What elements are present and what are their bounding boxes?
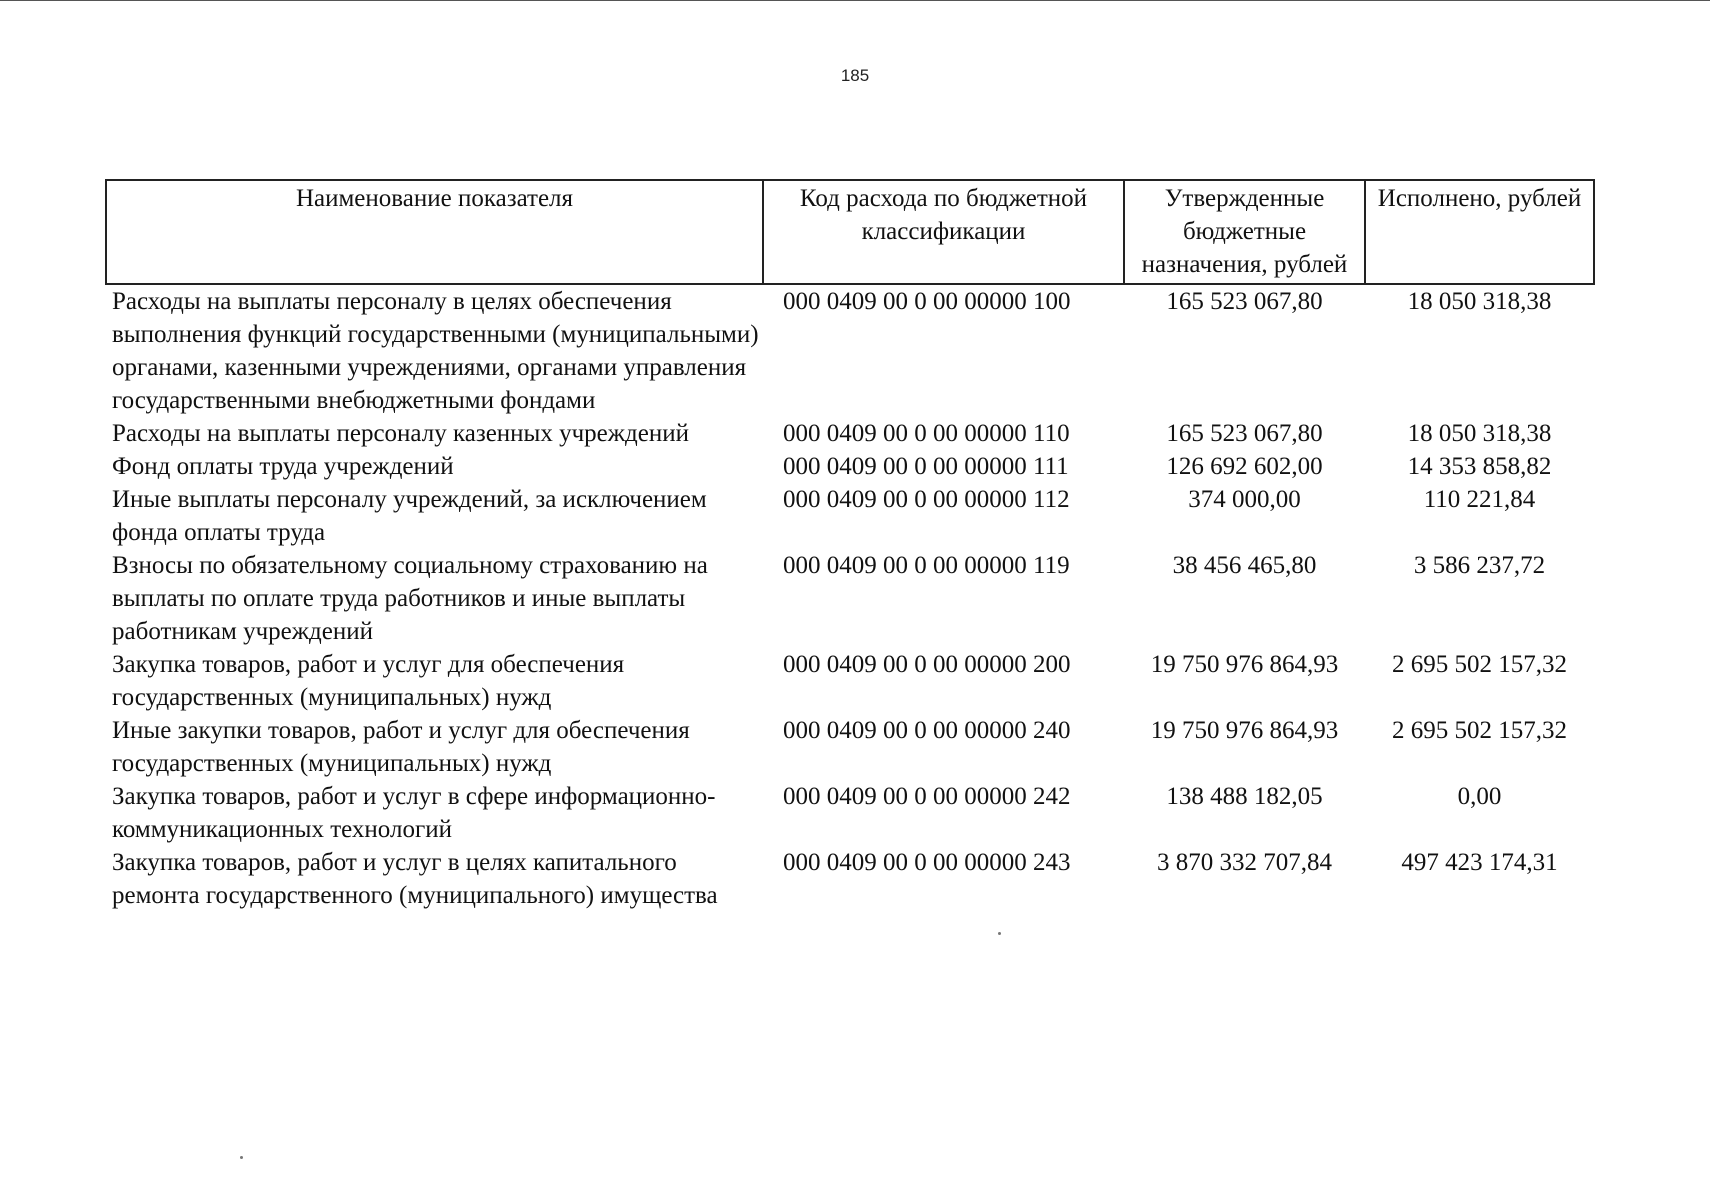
row-name: Закупка товаров, работ и услуг в целях капитального ремонта государственного (муниципального) имущества xyxy=(112,849,718,909)
budget-execution-table xyxy=(105,179,1595,912)
row-name: Фонд оплаты труда учреждений xyxy=(112,453,454,480)
row-name: Расходы на выплаты персоналу в целях обеспечения выполнения функций государственными (муниципальными) органами, казенными учреждениями, органами управления государственными внебюджетными фондами xyxy=(112,288,759,414)
table-body xyxy=(106,284,1594,912)
row-name: Расходы на выплаты персоналу казенных учреждений xyxy=(112,420,689,447)
table-row xyxy=(106,417,1594,450)
row-approved: 19 750 976 864,93 xyxy=(1150,717,1339,744)
table-row xyxy=(106,648,1594,714)
row-name: Иные закупки товаров, работ и услуг для обеспечения государственных (муниципальных) нужд xyxy=(112,717,690,777)
row-code: 000 0409 00 0 00 00000 243 xyxy=(783,849,1071,876)
header-row xyxy=(106,180,1594,284)
row-executed: 3 586 237,72 xyxy=(1413,552,1546,579)
row-executed: 18 050 318,38 xyxy=(1407,288,1552,315)
row-approved: 126 692 602,00 xyxy=(1166,453,1323,480)
table-row xyxy=(106,780,1594,846)
header-indicator-name: Наименование показателя xyxy=(106,180,763,284)
page-number: 185 xyxy=(840,66,870,85)
row-code: 000 0409 00 0 00 00000 242 xyxy=(783,783,1071,810)
table-row xyxy=(106,450,1594,483)
row-code: 000 0409 00 0 00 00000 200 xyxy=(783,651,1071,678)
table-row xyxy=(106,284,1594,417)
row-executed: 110 221,84 xyxy=(1423,486,1536,513)
table-row xyxy=(106,846,1594,912)
row-approved: 374 000,00 xyxy=(1188,486,1301,513)
row-name: Иные выплаты персоналу учреждений, за исключением фонда оплаты труда xyxy=(112,486,707,546)
row-approved: 38 456 465,80 xyxy=(1172,552,1317,579)
row-code: 000 0409 00 0 00 00000 240 xyxy=(783,717,1071,744)
header-expense-code: Код расхода по бюджетной классификации xyxy=(763,180,1124,284)
row-approved: 165 523 067,80 xyxy=(1166,288,1323,315)
row-approved: 19 750 976 864,93 xyxy=(1150,651,1339,678)
row-code: 000 0409 00 0 00 00000 112 xyxy=(783,486,1070,513)
scan-speck xyxy=(998,932,1001,935)
row-executed: 0,00 xyxy=(1457,783,1502,810)
header-executed-amount: Исполнено, рублей xyxy=(1365,180,1594,284)
row-code: 000 0409 00 0 00 00000 110 xyxy=(783,420,1070,447)
row-code: 000 0409 00 0 00 00000 100 xyxy=(783,288,1071,315)
row-executed: 2 695 502 157,32 xyxy=(1392,651,1567,678)
scan-speck xyxy=(240,1156,243,1159)
table-header xyxy=(106,180,1594,284)
row-approved: 138 488 182,05 xyxy=(1166,783,1323,810)
row-executed: 14 353 858,82 xyxy=(1407,453,1552,480)
table-row xyxy=(106,549,1594,648)
table-row xyxy=(106,714,1594,780)
row-name: Закупка товаров, работ и услуг в сфере информационно-коммуникационных технологий xyxy=(112,783,716,843)
row-name: Закупка товаров, работ и услуг для обеспечения государственных (муниципальных) нужд xyxy=(112,651,625,711)
row-code: 000 0409 00 0 00 00000 111 xyxy=(783,453,1069,480)
header-approved-amount: Утвержденные бюджетные назначения, рублей xyxy=(1124,180,1365,284)
row-executed: 2 695 502 157,32 xyxy=(1392,717,1567,744)
row-name: Взносы по обязательному социальному страхованию на выплаты по оплате труда работников и иные выплаты работникам учреждений xyxy=(112,552,708,645)
row-executed: 18 050 318,38 xyxy=(1407,420,1552,447)
row-approved: 165 523 067,80 xyxy=(1166,420,1323,447)
row-code: 000 0409 00 0 00 00000 119 xyxy=(783,552,1070,579)
row-approved: 3 870 332 707,84 xyxy=(1157,849,1332,876)
row-executed: 497 423 174,31 xyxy=(1401,849,1558,876)
scan-edge-line xyxy=(0,0,1710,1)
table-row xyxy=(106,483,1594,549)
